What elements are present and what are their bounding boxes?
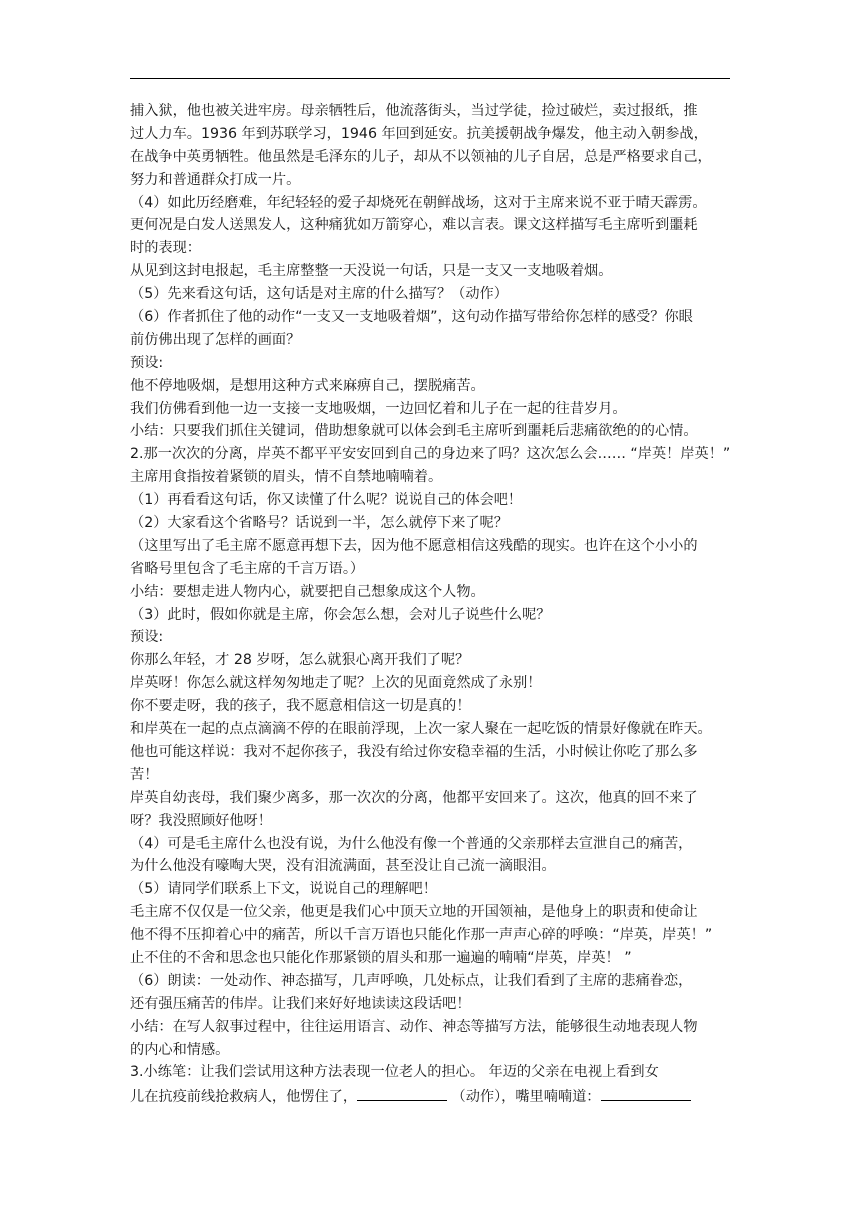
text-line: 2.那一次次的分离，岸英不都平平安安回到自己的身边来了吗？这次怎么会…… “岸英！岸英！”	[130, 446, 731, 463]
exercise-text-middle: （动作），嘴里喃喃道：	[447, 1089, 601, 1106]
exercise-line	[130, 1084, 730, 1107]
text-line: 时的表现：	[130, 240, 201, 257]
text-line: 过人力车。1936 年到苏联学习，1946 年回到延安。抗美援朝战争爆发，他主动入朝参战，	[130, 125, 708, 142]
text-line: （5）先来看这句话，这句话是对主席的什么描写？（动作）	[130, 286, 508, 303]
text-line: 主席用食指按着紧锁的眉头，情不自禁地喃喃着。	[130, 469, 443, 486]
text-line: 他不停地吸烟，是想用这种方式来麻痹自己，摆脱痛苦。	[130, 377, 485, 394]
text-line: 你不要走呀，我的孩子，我不愿意相信这一切是真的！	[130, 698, 471, 715]
text-line: 岸英自幼丧母，我们聚少离多，那一次次的分离，他都平安回来了。这次，他真的回不来了	[130, 789, 698, 806]
text-line: 更何况是白发人送黑发人，这种痛犹如万箭穿心，难以言表。课文这样描写毛主席听到噩耗	[130, 217, 698, 234]
text-line: （6）作者抓住了他的动作“一支又一支地吸着烟”，这句动作描写带给你怎样的感受？你眼	[130, 309, 693, 326]
text-line: （5）请同学们联系上下文，说说自己的理解吧！	[130, 881, 437, 898]
text-line: 努力和普通群众打成一片。	[130, 171, 301, 188]
text-line: 呀？我没照顾好他呀！	[130, 812, 272, 829]
text-line: 为什么他没有嚎啕大哭，没有泪流满面，甚至没让自己流一滴眼泪。	[130, 858, 556, 875]
text-line: 从见到这封电报起，毛主席整整一天没说一句话，只是一支又一支地吸着烟。	[130, 263, 613, 280]
text-line: （1）再看看这句话，你又读懂了什么呢？说说自己的体会吧！	[130, 492, 523, 509]
document-body	[130, 100, 730, 1107]
text-line: 小结：在写人叙事过程中，往往运用语言、动作、神态等描写方法，能够很生动地表现人物	[130, 1018, 698, 1035]
text-line: （6）朗读：一处动作、神态描写，几声呼唤，几处标点，让我们看到了主席的悲痛眷恋，	[130, 972, 693, 989]
text-line: 毛主席不仅仅是一位父亲，他更是我们心中顶天立地的开国领袖，是他身上的职责和使命让	[130, 904, 698, 921]
answer-blank-words[interactable]	[601, 1084, 691, 1101]
text-line: 前仿佛出现了怎样的画面？	[130, 331, 301, 348]
text-line: 捕入狱，他也被关进牢房。母亲牺牲后，他流落街头，当过学徒，捡过破烂，卖过报纸，推	[130, 103, 698, 119]
text-line: 在战争中英勇牺牲。他虽然是毛泽东的儿子，却从不以领袖的儿子自居，总是严格要求自己，	[130, 148, 712, 165]
text-line: 预设:	[130, 629, 164, 646]
text-line: 和岸英在一起的点点滴滴不停的在眼前浮现，上次一家人聚在一起吃饭的情景好像就在昨天。	[130, 721, 712, 738]
text-line: 我们仿佛看到他一边一支接一支地吸烟，一边回忆着和儿子在一起的往昔岁月。	[130, 400, 627, 417]
text-line: 止不住的不舍和思念也只能化作那紧锁的眉头和那一遍遍的喃喃“岸英，岸英！ ”	[130, 949, 632, 966]
answer-blank-action[interactable]	[357, 1084, 447, 1101]
text-line: 你那么年轻，才 28 岁呀，怎么就狠心离开我们了呢？	[130, 652, 470, 669]
text-line: （3）此时，假如你就是主席，你会怎么想，会对儿子说些什么呢？	[130, 606, 551, 623]
exercise-text-start: 儿在抗疫前线抢救病人，他愣住了，	[130, 1089, 358, 1106]
text-line: （4）可是毛主席什么也没有说，为什么他没有像一个普通的父亲那样去宣泄自己的痛苦，	[130, 835, 693, 852]
text-line: 岸英呀！你怎么就这样匆匆地走了呢？上次的见面竟然成了永别！	[130, 675, 542, 692]
text-line: 省略号里包含了毛主席的千言万语。）	[130, 560, 365, 577]
text-line: 小结：要想走进人物内心，就要把自己想象成这个人物。	[130, 583, 485, 600]
text-line: 还有强压痛苦的伟岸。让我们来好好地读读这段话吧！	[130, 995, 471, 1012]
text-line: 他也可能这样说：我对不起你孩子，我没有给过你安稳幸福的生活，小时候让你吃了那么多	[130, 743, 698, 760]
text-line: 他不得不压抑着心中的痛苦，所以千言万语也只能化作那一声声心碎的呼唤：“岸英，岸英！”	[130, 927, 713, 944]
text-line: 小结：只要我们抓住关键词，借助想象就可以体会到毛主席听到噩耗后悲痛欲绝的的心情。	[130, 423, 698, 440]
text-line: 苦！	[130, 766, 159, 783]
text-line: （4）如此历经磨难，年纪轻轻的爱子却烧死在朝鲜战场，这对于主席来说不亚于晴天霹雳。	[130, 194, 707, 211]
text-line: 预设:	[130, 354, 164, 371]
text-line: 3.小练笔：让我们尝试用这种方法表现一位老人的担心。 年迈的父亲在电视上看到女	[130, 1064, 659, 1081]
header-rule	[130, 78, 730, 79]
text-line: （2）大家看这个省略号？话说到一半，怎么就停下来了呢？	[130, 515, 508, 532]
paragraph-lines	[130, 100, 730, 1084]
text-line: （这里写出了毛主席不愿意再想下去，因为他不愿意相信这残酷的现实。也许在这个小小的	[130, 537, 698, 554]
text-line: 的内心和情感。	[130, 1041, 230, 1058]
